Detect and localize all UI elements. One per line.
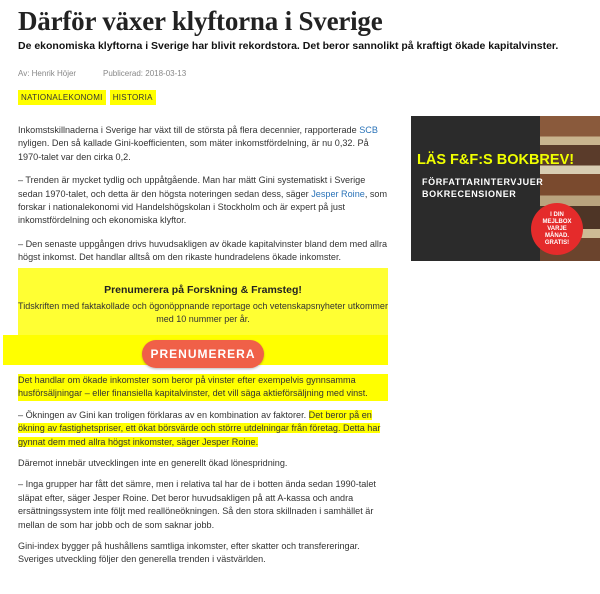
paragraph-text: , som forskar i nationalekonomi vid Handelshögskolan i Stockholm och är expert på just inkomstfördelning och ekonomiska klyftor.: [18, 188, 388, 226]
article-title: Därför växer klyftorna i Sverige: [18, 6, 383, 36]
paragraph-8: Gini-index bygger på hushållens samtliga inkomster, efter skatter och transfereringar. Sveriges utveckling följer den generella trenden i västvärlden.: [18, 541, 360, 565]
tag-historia[interactable]: HISTORIA: [110, 90, 156, 105]
paragraph-1: [18, 124, 388, 164]
jesper-roine-link[interactable]: Jesper Roine: [311, 188, 365, 199]
paragraph-7: – Inga grupper har fått det sämre, men i relativa tal har de i botten ända sedan 1990-talet släpat efter, säger Jesper Roine. Det beror huvudsakligen på att A-kassa och andra ersättningssystem inte följt med reallöneökningen. Så den stora skillnaden i samhället är mellan de som har jobb och de som saknar jobb.: [18, 479, 376, 530]
ad-subtitle: [422, 176, 543, 200]
paragraph-text: Inkomstskillnaderna i Sverige har växt till de största på flera decennier, rapporterade: [18, 125, 360, 135]
paragraph-2: [18, 174, 388, 228]
paragraph-3: – Den senaste uppgången drivs huvudsakligen av ökade kapitalvinster bland dem med allra högst inkomst. Det handlar alltså om den rikaste hundradelens ökade inkomster.: [18, 238, 388, 263]
paragraph-text: – Trenden är mycket tydlig och uppåtgående. Man har mätt Gini systematiskt i Sverige sedan 1970-talet, och detta är den högsta noteringen sedan dess, säger: [18, 175, 366, 199]
subscribe-promo: [18, 268, 388, 335]
author: Av: Henrik Höjer: [18, 69, 77, 78]
ad-line-2: BOKRECENSIONER: [422, 189, 517, 199]
ad-badge: [531, 203, 583, 255]
paragraph-4: Det handlar om ökade inkomster som beror på vinster efter exempelvis gynnsamma husförsäljningar – eller finansiella kapitalvinster, det vill säga aktieförsäljning med vinst.: [18, 374, 388, 401]
article-body-bottom: [18, 374, 388, 567]
ad-headline: LÄS F&F:S BOKBREV!: [417, 152, 575, 168]
paragraph-6: Däremot innebär utvecklingen inte en generellt ökad lönespridning.: [18, 458, 288, 469]
ad-badge-text: I DIN MEJLBOX VARJE MÅNAD. GRATIS!: [542, 211, 572, 246]
ad-line-1: FÖRFATTARINTERVJUER: [422, 177, 544, 187]
article-lede: De ekonomiska klyftorna i Sverige har blivit rekordstora. Det beror sannolikt på kraftigt ökade kapitalvinster.: [18, 40, 559, 52]
paragraph-5: [18, 409, 388, 449]
subscribe-button[interactable]: PRENUMERERA: [142, 340, 264, 368]
scb-link[interactable]: SCB: [359, 125, 378, 135]
bokbrev-ad[interactable]: [411, 116, 600, 261]
paragraph-text: nyligen. Den så kallade Gini-koefficienten, som mäter inkomstfördelning, är nu 0,32. På 1970-talet var den cirka 0,2.: [18, 138, 369, 162]
paragraph-text: – Ökningen av Gini kan troligen förklaras av en kombination av faktorer.: [18, 409, 309, 420]
publish-date: Publicerad: 2018-03-13: [103, 69, 187, 78]
promo-text: Tidskriften med faktakollade och ögonöppnande reportage och vetenskapsnyheter utkommer med 10 nummer per år.: [18, 301, 388, 324]
tag-list: [18, 90, 156, 105]
tag-nationalekonomi[interactable]: NATIONALEKONOMI: [18, 90, 106, 105]
highlighted-quote: Det beror på en ökning av fastighetspriser, ett ökat börsvärde och större utdelningar från företag. Detta har gynnat dem med allra högst inkomster, säger Jesper Roine.: [18, 409, 381, 447]
promo-heading: Prenumerera på Forskning & Framsteg!: [104, 284, 302, 296]
article-body-top: [18, 124, 388, 265]
